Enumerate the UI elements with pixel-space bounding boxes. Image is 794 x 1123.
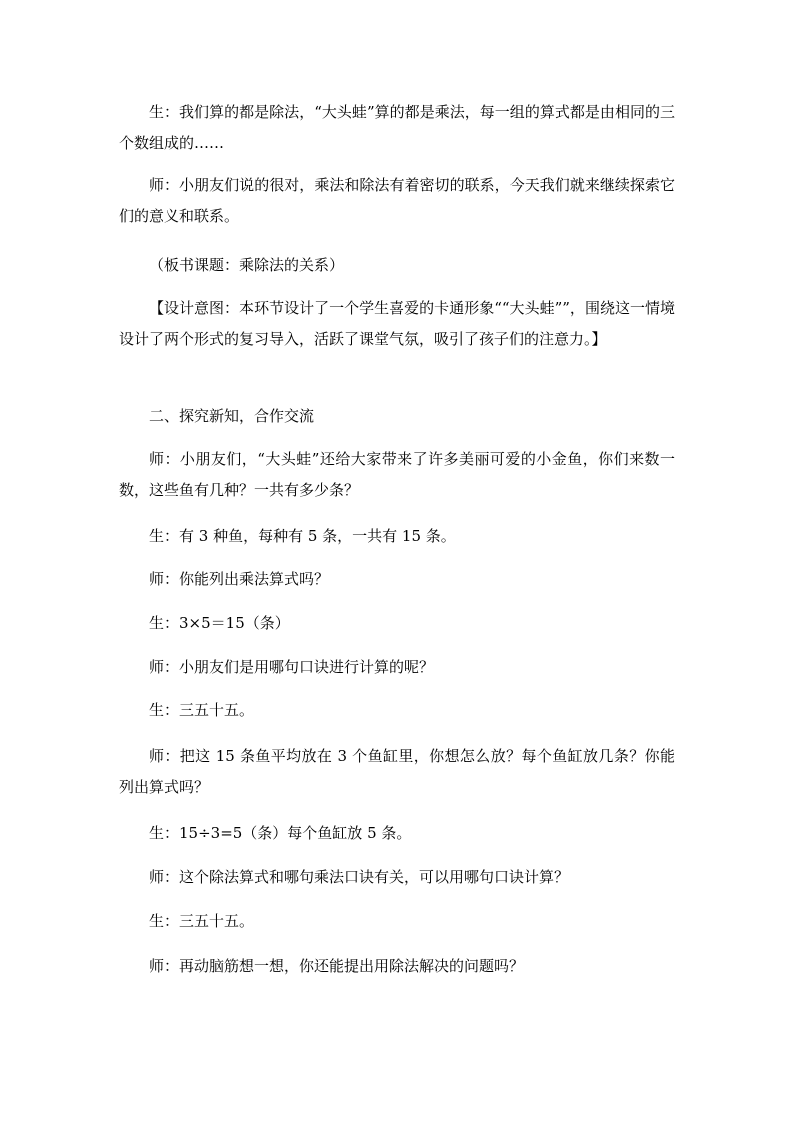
paragraph-teacher-fishbowls: 师：把这 15 条鱼平均放在 3 个鱼缸里，你想怎么放？每个鱼缸放几条？你能列出算式吗？	[119, 747, 675, 796]
paragraph-student-rhyme-2: 生：三五十五。	[149, 912, 255, 930]
paragraph-teacher-intro: 师：小朋友们说的很对，乘法和除法有着密切的联系，今天我们就来继续探索它们的意义和联系。	[119, 176, 675, 225]
paragraph-student-rhyme: 生：三五十五。	[149, 701, 255, 719]
paragraph-board-title: （板书课题：乘除法的关系）	[149, 256, 345, 274]
paragraph-teacher-multiplication: 师：你能列出乘法算式吗？	[149, 570, 330, 588]
paragraph-teacher-question: 师：再动脑筋想一想，你还能提出用除法解决的问题吗？	[149, 957, 525, 975]
paragraph-teacher-goldfish: 师：小朋友们，“大头蛙”还给大家带来了许多美丽可爱的小金鱼，你们来数一数，这些鱼有几种？一共有多少条？	[119, 450, 675, 499]
paragraph-student-reply-division: 生：我们算的都是除法，“大头蛙”算的都是乘法，每一组的算式都是由相同的三个数组成的……	[119, 103, 675, 152]
paragraph-design-intent: 【设计意图：本环节设计了一个学生喜爱的卡通形象““大头蛙””，围绕这一情境设计了两个形式的复习导入，活跃了课堂气氛，吸引了孩子们的注意力。】	[119, 299, 675, 348]
section-heading-explore: 二、探究新知，合作交流	[149, 407, 315, 425]
paragraph-student-equation: 生：3×5＝15（条）	[149, 614, 290, 632]
paragraph-teacher-rhyme: 师：小朋友们是用哪句口诀进行计算的呢？	[149, 658, 435, 676]
paragraph-student-fish-count: 生：有 3 种鱼，每种有 5 条，一共有 15 条。	[149, 527, 456, 545]
paragraph-teacher-division-rhyme: 师：这个除法算式和哪句乘法口诀有关，可以用哪句口诀计算？	[149, 868, 570, 886]
paragraph-student-division: 生：15÷3=5（条）每个鱼缸放 5 条。	[149, 824, 412, 842]
